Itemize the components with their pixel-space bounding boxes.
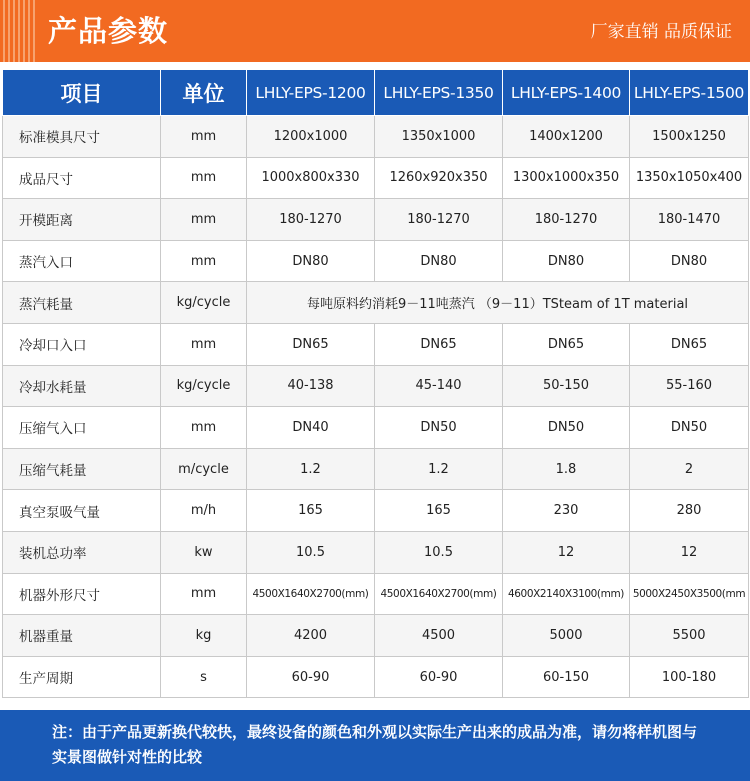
row-value: DN65 bbox=[375, 323, 503, 365]
page-title: 产品参数 bbox=[48, 14, 169, 48]
table-row bbox=[3, 448, 749, 490]
row-value: 180-1270 bbox=[375, 199, 503, 241]
row-unit: mm bbox=[161, 116, 247, 158]
row-value: 1200x1000 bbox=[247, 116, 375, 158]
row-value: 40-138 bbox=[247, 365, 375, 407]
row-merged-value: 每吨原料约消耗9－11吨蒸汽 （9－11）TSteam of 1T material bbox=[247, 282, 749, 324]
row-unit: m/cycle bbox=[161, 448, 247, 490]
header-unit: 单位 bbox=[161, 70, 247, 116]
row-unit: kg/cycle bbox=[161, 282, 247, 324]
row-value: 60-90 bbox=[247, 656, 375, 698]
row-value: 60-150 bbox=[503, 656, 630, 698]
row-value: DN40 bbox=[247, 407, 375, 449]
row-value: 2 bbox=[630, 448, 749, 490]
row-value: 1350x1000 bbox=[375, 116, 503, 158]
table-row bbox=[3, 573, 749, 615]
row-value: DN65 bbox=[503, 323, 630, 365]
row-item: 压缩气入口 bbox=[3, 407, 161, 449]
row-unit: mm bbox=[161, 199, 247, 241]
row-value: 230 bbox=[503, 490, 630, 532]
row-value: 180-1270 bbox=[503, 199, 630, 241]
row-value: 5000X2450X3500(mm bbox=[630, 573, 749, 615]
table-row bbox=[3, 490, 749, 532]
row-value: 100-180 bbox=[630, 656, 749, 698]
row-value: DN65 bbox=[247, 323, 375, 365]
row-value: 12 bbox=[630, 531, 749, 573]
table-row bbox=[3, 615, 749, 657]
row-unit: mm bbox=[161, 573, 247, 615]
row-value: 60-90 bbox=[375, 656, 503, 698]
row-value: 180-1470 bbox=[630, 199, 749, 241]
header-model-1350: LHLY-EPS-1350 bbox=[375, 70, 503, 116]
table-row bbox=[3, 240, 749, 282]
table-row bbox=[3, 656, 749, 698]
row-value: 10.5 bbox=[247, 531, 375, 573]
row-value: 1.8 bbox=[503, 448, 630, 490]
row-value: DN65 bbox=[630, 323, 749, 365]
row-value: 4600X2140X3100(mm) bbox=[503, 573, 630, 615]
row-value: 1000x800x330 bbox=[247, 157, 375, 199]
row-value: 45-140 bbox=[375, 365, 503, 407]
row-unit: mm bbox=[161, 240, 247, 282]
row-value: 165 bbox=[375, 490, 503, 532]
row-value: 5000 bbox=[503, 615, 630, 657]
header-model-1500: LHLY-EPS-1500 bbox=[630, 70, 749, 116]
row-value: 10.5 bbox=[375, 531, 503, 573]
row-item: 成品尺寸 bbox=[3, 157, 161, 199]
table-row bbox=[3, 407, 749, 449]
row-item: 蒸汽入口 bbox=[3, 240, 161, 282]
table-header-row bbox=[3, 70, 749, 116]
row-value: 165 bbox=[247, 490, 375, 532]
row-value: 4500X1640X2700(mm) bbox=[247, 573, 375, 615]
row-value: 50-150 bbox=[503, 365, 630, 407]
row-value: 1260x920x350 bbox=[375, 157, 503, 199]
row-unit: mm bbox=[161, 323, 247, 365]
row-unit: mm bbox=[161, 407, 247, 449]
row-value: 4500 bbox=[375, 615, 503, 657]
table-row bbox=[3, 282, 749, 324]
slogan: 厂家直销 品质保证 bbox=[590, 22, 732, 42]
row-unit: kg bbox=[161, 615, 247, 657]
row-value: 55-160 bbox=[630, 365, 749, 407]
row-item: 生产周期 bbox=[3, 656, 161, 698]
row-unit: s bbox=[161, 656, 247, 698]
row-value: DN50 bbox=[375, 407, 503, 449]
row-value: 1500x1250 bbox=[630, 116, 749, 158]
row-value: DN80 bbox=[247, 240, 375, 282]
row-value: 180-1270 bbox=[247, 199, 375, 241]
row-value: 4200 bbox=[247, 615, 375, 657]
row-value: 12 bbox=[503, 531, 630, 573]
row-unit: kw bbox=[161, 531, 247, 573]
row-item: 冷却口入口 bbox=[3, 323, 161, 365]
row-item: 开模距离 bbox=[3, 199, 161, 241]
row-item: 压缩气耗量 bbox=[3, 448, 161, 490]
row-value: DN80 bbox=[630, 240, 749, 282]
row-unit: m/h bbox=[161, 490, 247, 532]
table-body bbox=[3, 116, 749, 698]
header-model-1200: LHLY-EPS-1200 bbox=[247, 70, 375, 116]
row-value: 5500 bbox=[630, 615, 749, 657]
row-unit: mm bbox=[161, 157, 247, 199]
table-row bbox=[3, 323, 749, 365]
row-value: DN50 bbox=[503, 407, 630, 449]
table-row bbox=[3, 365, 749, 407]
row-value: DN80 bbox=[375, 240, 503, 282]
table-row bbox=[3, 199, 749, 241]
title-banner bbox=[0, 0, 750, 62]
row-value: 1350x1050x400 bbox=[630, 157, 749, 199]
row-item: 蒸汽耗量 bbox=[3, 282, 161, 324]
row-value: DN50 bbox=[630, 407, 749, 449]
spec-table bbox=[2, 69, 749, 698]
header-model-1400: LHLY-EPS-1400 bbox=[503, 70, 630, 116]
row-item: 机器外形尺寸 bbox=[3, 573, 161, 615]
row-value: 1400x1200 bbox=[503, 116, 630, 158]
row-value: 1300x1000x350 bbox=[503, 157, 630, 199]
row-item: 标准模具尺寸 bbox=[3, 116, 161, 158]
header-item: 项目 bbox=[3, 70, 161, 116]
row-item: 真空泵吸气量 bbox=[3, 490, 161, 532]
row-value: 1.2 bbox=[247, 448, 375, 490]
row-unit: kg/cycle bbox=[161, 365, 247, 407]
table-row bbox=[3, 157, 749, 199]
table-row bbox=[3, 116, 749, 158]
footer-note-banner bbox=[0, 710, 750, 781]
row-item: 机器重量 bbox=[3, 615, 161, 657]
table-row bbox=[3, 531, 749, 573]
row-value: DN80 bbox=[503, 240, 630, 282]
footer-note: 注：由于产品更新换代较快，最终设备的颜色和外观以实际生产出来的成品为准，请勿将样机图与实景图做针对性的比较 bbox=[52, 723, 698, 766]
row-value: 4500X1640X2700(mm) bbox=[375, 573, 503, 615]
row-value: 1.2 bbox=[375, 448, 503, 490]
decorative-stripes bbox=[0, 0, 38, 62]
row-value: 280 bbox=[630, 490, 749, 532]
row-item: 冷却水耗量 bbox=[3, 365, 161, 407]
row-item: 装机总功率 bbox=[3, 531, 161, 573]
